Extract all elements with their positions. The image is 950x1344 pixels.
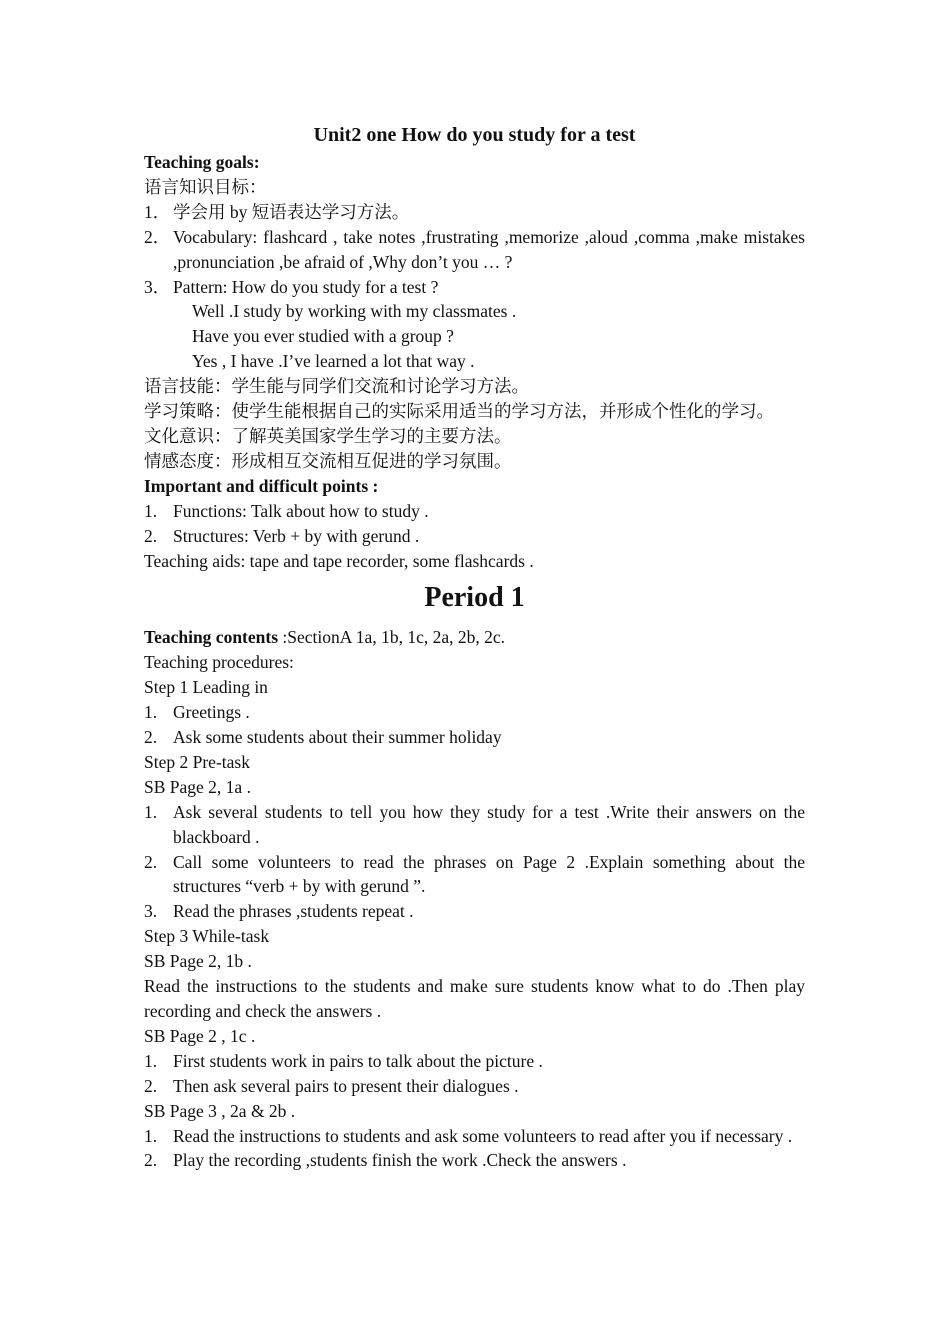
item-text: First students work in pairs to talk about the picture . bbox=[173, 1050, 543, 1071]
attitude-goal: 情感态度：形成相互交流相互促进的学习氛围。 bbox=[144, 450, 512, 471]
list-item bbox=[144, 899, 805, 924]
item-text: Structures: Verb + by with gerund . bbox=[173, 525, 420, 546]
list-item bbox=[144, 1049, 805, 1074]
knowledge-item bbox=[144, 275, 805, 300]
item-number: 2. bbox=[144, 1150, 158, 1171]
item-text: Ask some students about their summer holiday bbox=[173, 727, 502, 748]
item-number: 2. bbox=[144, 525, 158, 546]
sb-page-ref: SB Page 2 , 1c . bbox=[144, 1025, 256, 1046]
sb-page-ref: SB Page 2, 1b . bbox=[144, 951, 252, 972]
knowledge-goals-label: 语言知识目标： bbox=[144, 176, 267, 197]
item-text: Ask several students to tell you how they study for a test .Write their answers on the blackboard . bbox=[173, 801, 805, 847]
teaching-procedures: Teaching procedures: bbox=[144, 652, 294, 673]
item-number: 2． bbox=[144, 226, 171, 247]
item-number: 3. bbox=[144, 901, 158, 922]
sb-page-ref: SB Page 3 , 2a & 2b . bbox=[144, 1100, 296, 1121]
item-text: Vocabulary: flashcard , take notes ,frustrating ,memorize ,aloud ,comma ,make mistakes ,pronunciation ,be afraid of ,Why don’t you … ? bbox=[173, 226, 805, 272]
item-number: 1. bbox=[144, 500, 158, 521]
item-text: Play the recording ,students finish the work .Check the answers . bbox=[173, 1150, 627, 1171]
list-item bbox=[144, 725, 805, 750]
item-number: 1. bbox=[144, 702, 158, 723]
item-number: 2. bbox=[144, 1075, 158, 1096]
document-page bbox=[144, 120, 805, 1173]
knowledge-item bbox=[144, 225, 805, 275]
item-number: 2. bbox=[144, 851, 158, 872]
item-text: Greetings . bbox=[173, 702, 250, 723]
item-text: 学会用 by 短语表达学习方法。 bbox=[173, 201, 410, 222]
list-item bbox=[144, 850, 805, 900]
list-item bbox=[144, 1074, 805, 1099]
item-number: 1. bbox=[144, 1125, 158, 1146]
step-heading: Step 3 While-task bbox=[144, 926, 270, 947]
list-item bbox=[144, 1148, 805, 1173]
item-number: 3． bbox=[144, 276, 171, 297]
list-item bbox=[144, 499, 805, 524]
item-number: 2. bbox=[144, 727, 158, 748]
skills-goal: 语言技能：学生能与同学们交流和讨论学习方法。 bbox=[144, 376, 529, 397]
item-text: Functions: Talk about how to study . bbox=[173, 500, 429, 521]
pattern-line: Yes , I have .I’ve learned a lot that way . bbox=[192, 351, 475, 372]
list-item bbox=[144, 800, 805, 850]
sb-page-ref: SB Page 2, 1a . bbox=[144, 776, 251, 797]
important-points-heading: Important and difficult points : bbox=[144, 475, 379, 496]
step-heading: Step 1 Leading in bbox=[144, 677, 268, 698]
teaching-goals-heading: Teaching goals: bbox=[144, 152, 260, 172]
pattern-line: Have you ever studied with a group ? bbox=[192, 326, 454, 347]
list-item bbox=[144, 524, 805, 549]
item-number: 1． bbox=[144, 201, 171, 222]
item-number: 1. bbox=[144, 1050, 158, 1071]
teaching-aids: Teaching aids: tape and tape recorder, some flashcards . bbox=[144, 550, 534, 571]
document-title: Unit2 one How do you study for a test bbox=[313, 124, 636, 146]
list-item bbox=[144, 1124, 805, 1149]
item-text: Read the phrases ,students repeat . bbox=[173, 901, 414, 922]
sb-1b-instructions: Read the instructions to the students and make sure students know what to do .Then play recording and check the answers . bbox=[144, 976, 805, 1021]
list-item bbox=[144, 700, 805, 725]
pattern-line: Well .I study by working with my classmates . bbox=[192, 301, 517, 322]
knowledge-item bbox=[144, 200, 805, 225]
teaching-contents bbox=[144, 625, 805, 650]
item-text: Call some volunteers to read the phrases on Page 2 .Explain something about the structures “verb + by with gerund ”. bbox=[173, 851, 805, 897]
item-text: Read the instructions to students and ask some volunteers to read after you if necessary . bbox=[173, 1125, 793, 1146]
teaching-contents-text: :SectionA 1a, 1b, 1c, 2a, 2b, 2c. bbox=[278, 627, 506, 648]
item-number: 1. bbox=[144, 801, 158, 822]
item-text: Pattern: How do you study for a test ? bbox=[173, 276, 439, 297]
strategy-goal: 学习策略：使学生能根据自己的实际采用适当的学习方法，并形成个性化的学习。 bbox=[144, 401, 774, 422]
step-heading: Step 2 Pre-task bbox=[144, 751, 250, 772]
culture-goal: 文化意识：了解英美国家学生学习的主要方法。 bbox=[144, 425, 512, 446]
item-text: Then ask several pairs to present their dialogues . bbox=[173, 1075, 519, 1096]
period-heading: Period 1 bbox=[424, 582, 525, 614]
teaching-contents-label: Teaching contents bbox=[144, 627, 279, 648]
